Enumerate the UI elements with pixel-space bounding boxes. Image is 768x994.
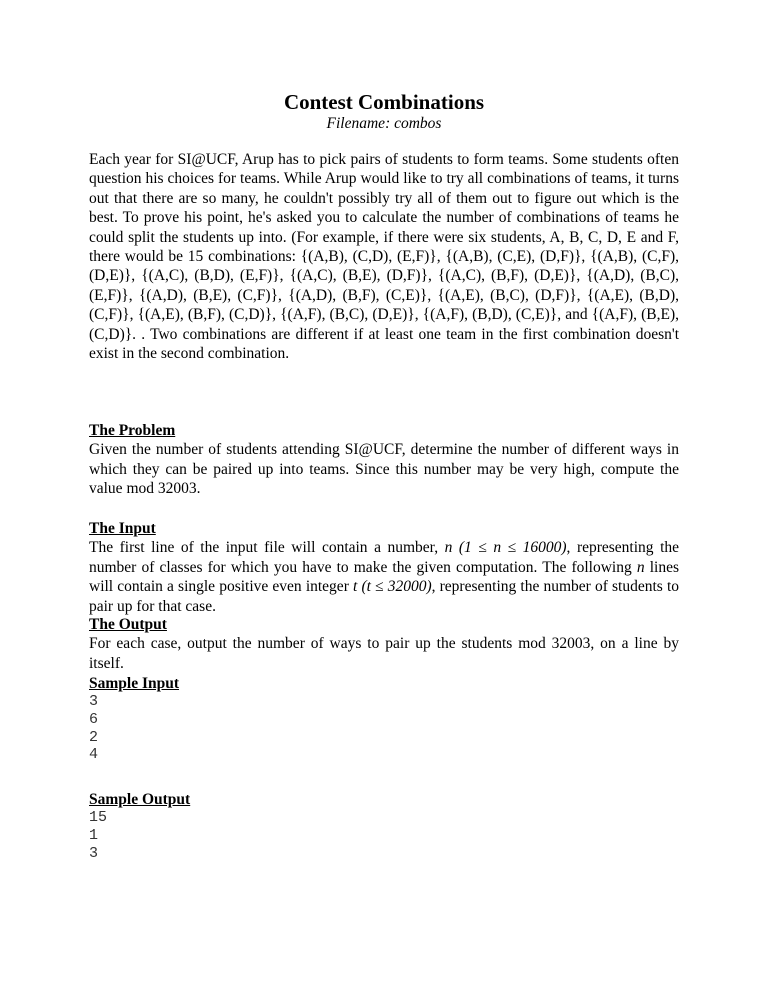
sample-output-heading: Sample Output [89,791,191,808]
filename-subtitle: Filename: combos [326,115,442,132]
sample-input-heading: Sample Input [89,675,180,692]
sample-input-line: 3 [89,693,99,711]
sample-output-block [89,809,679,862]
sample-output-section [89,790,679,862]
intro-paragraph: Each year for SI@UCF, Arup has to pick pairs of students to form teams. Some students often question his choices for teams. While Arup would like to try all combinations of teams, it turns out that there are so many, he couldn't possibly try all of them out to figure out which is the best. To prove his point, he's asked you to calculate the number of combinations of teams he could split the students up into. (For example, if there were six students, A, B, C, D, E and F, there would be 15 combinations: {(A,B), (C,D), (E,F)}, {(A,B), (C,E), (D,F)}, {(A,B), (C,F), (D,E)}, {(A,C), (B,D), (E,F)}, {(A,C), (B,E), (D,F)}, {(A,C), (B,F), (D,E)}, {(A,D), (B,C), (E,F)}, {(A,D), (B,E), (C,F)}, {(A,D), (B,F), (C,E)}, {(A,E), (B,C), (D,F)}, {(A,E), (B,D), (C,F)}, {(A,E), (B,F), (C,D)}, {(A,F), (B,C), (D,E)}, {(A,F), (B,D), (C,E)}, and {(A,F), (B,E), (C,D)}. . Two combinations are different if at least one team in the first combination doesn't exist in the second combination. [89,151,679,363]
page-title: Contest Combinations [283,90,485,114]
sample-output-line: 15 [89,809,108,827]
input-text: The first line of the input file will contain a number, n (1 ≤ n ≤ 16000), representing the number of classes for which you have to make the given computation. The following n lines will contain a single positive even integer t (t ≤ 32000), representing the number of students to pair up for that case. [89,539,680,615]
output-heading: The Output [89,616,167,633]
output-section [89,615,679,673]
problem-heading: The Problem [89,422,176,439]
problem-text: Given the number of students attending SI@UCF, determine the number of different ways in which they can be paired up into teams. Since this number may be very high, compute the value mod 32003. [89,441,679,498]
sample-input-line: 2 [89,728,99,746]
sample-input-line: 4 [89,746,99,764]
sample-input-block [89,693,679,763]
sample-input-section [89,674,679,764]
input-section [89,519,679,616]
problem-section [89,421,679,499]
sample-output-line: 3 [89,844,99,862]
sample-input-line: 6 [89,711,99,728]
output-text: For each case, output the number of ways to pair up the students mod 32003, on a line by itself. [89,635,679,672]
sample-output-line: 1 [89,827,99,844]
input-heading: The Input [89,520,156,537]
